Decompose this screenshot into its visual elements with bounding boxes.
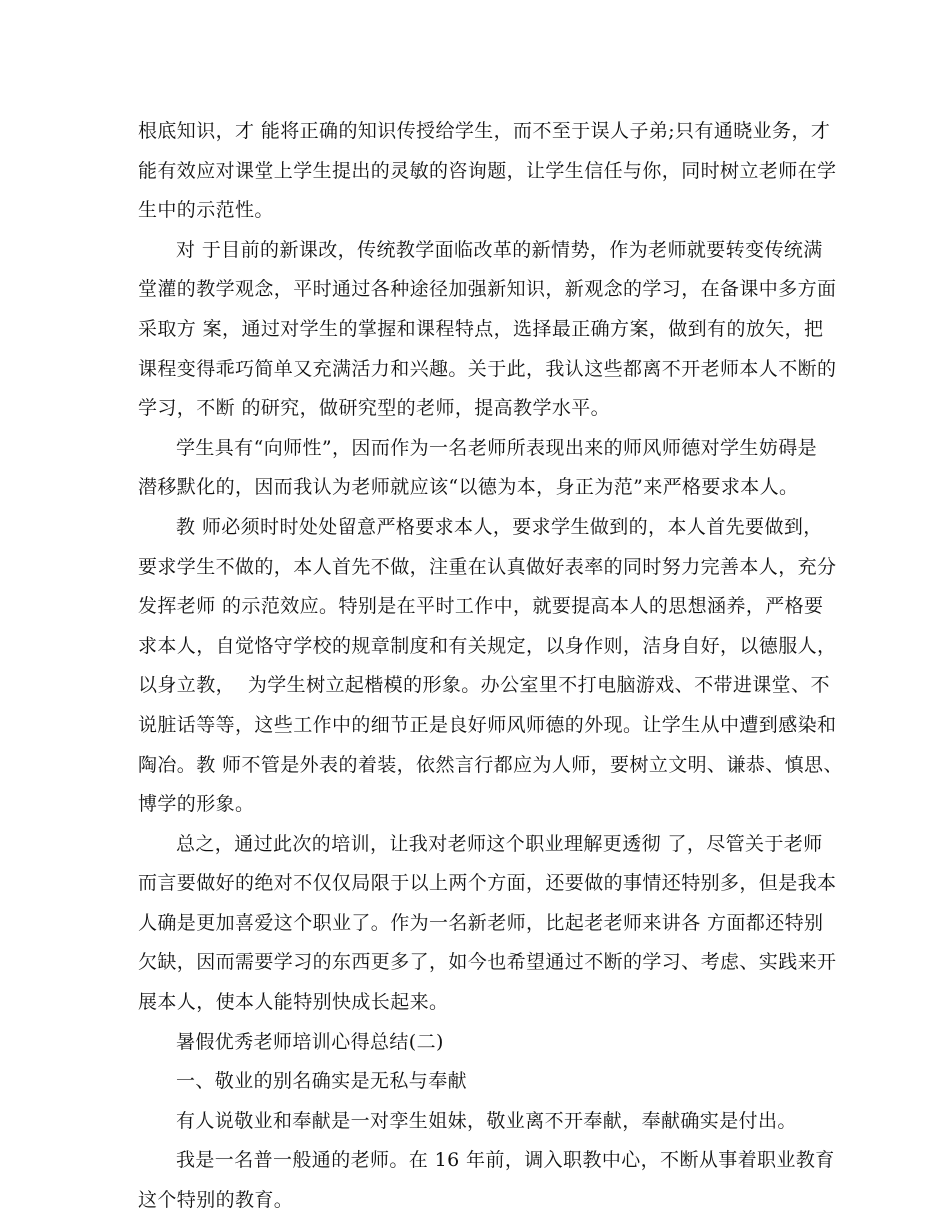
text-line: 有人说敬业和奉献是一对孪生姐妹，敬业离不开奉献，奉献确实是付出。: [176, 1109, 797, 1132]
text-line: 以身立教， 为学生树立起楷模的形象。办公室里不打电脑游戏、不带进课堂、不: [138, 674, 830, 697]
text-line: 展本人，使本人能特别快成长起来。: [138, 991, 449, 1014]
text-line: 说脏话等等，这些工作中的细节正是良好师风师德的外现。让学生从中遭到感染和: [138, 713, 837, 736]
text-line: 学生具有“向师性”，因而作为一名老师所表现出来的师风师德对学生妨碍是: [176, 436, 818, 459]
text-line: 人确是更加喜爱这个职业了。作为一名新老师，比起老老师来讲各 方面都还特别: [138, 911, 824, 934]
text-line: 生中的示范性。: [138, 199, 274, 222]
text-line: 课程变得乖巧简单又充满活力和兴趣。关于此，我认这些都离不开老师本人不断的: [138, 357, 837, 380]
text-line: 对 于目前的新课改，传统教学面临改革的新情势，作为老师就要转变传统满: [176, 238, 823, 261]
body-text: [138, 112, 843, 1221]
text-line: 采取方 案，通过对学生的掌握和课程特点，选择最正确方案，做到有的放矢，把: [138, 317, 824, 340]
text-line: 堂灌的教学观念，平时通过各种途径加强新知识，新观念的学习，在备课中多方面: [138, 278, 837, 301]
text-line: 潜移默化的，因而我认为老师就应该“以德为本，身正为范”来严格要求本人。: [138, 476, 799, 499]
text-line: 发挥老师 的示范效应。特别是在平时工作中，就要提高本人的思想涵养，严格要: [138, 595, 824, 618]
text-line: 这个特别的教育。: [138, 1189, 294, 1212]
text-line: 学习，不断 的研究，做研究型的老师，提高教学水平。: [138, 397, 611, 420]
text-line: 能有效应对课堂上学生提出的灵敏的咨询题，让学生信任与你，同时树立老师在学: [138, 159, 837, 182]
subsection-heading: 一、敬业的别名确实是无私与奉献: [176, 1070, 468, 1093]
text-line: 博学的形象。: [138, 793, 255, 816]
text-line: 要求学生不做的，本人首先不做，注重在认真做好表率的同时努力完善本人，充分: [138, 555, 837, 578]
text-line: 求本人，自觉恪守学校的规章制度和有关规定，以身作则，洁身自好，以德服人，: [138, 634, 837, 657]
text-line: 总之，通过此次的培训，让我对老师这个职业理解更透彻 了，尽管关于老师: [176, 832, 823, 855]
section-heading: 暑假优秀老师培训心得总结(二): [176, 1030, 444, 1053]
text-line: 而言要做好的绝对不仅仅局限于以上两个方面，还要做的事情还特别多，但是我本: [138, 872, 837, 895]
text-line: 教 师必须时时处处留意严格要求本人，要求学生做到的，本人首先要做到，: [176, 515, 823, 538]
text-line: 我是一名普一般通的老师。在 16 年前，调入职教中心，不断从事着职业教育: [176, 1149, 835, 1172]
text-line: 根底知识，才 能将正确的知识传授给学生，而不至于误人子弟;只有通晓业务，才: [138, 120, 831, 142]
text-line: 陶冶。教 师不管是外表的着装，依然言行都应为人师，要树立文明、谦恭、慎思、: [138, 753, 843, 776]
text-line: 欠缺，因而需要学习的东西更多了，如今也希望通过不断的学习、考虑、实践来开: [138, 951, 837, 974]
